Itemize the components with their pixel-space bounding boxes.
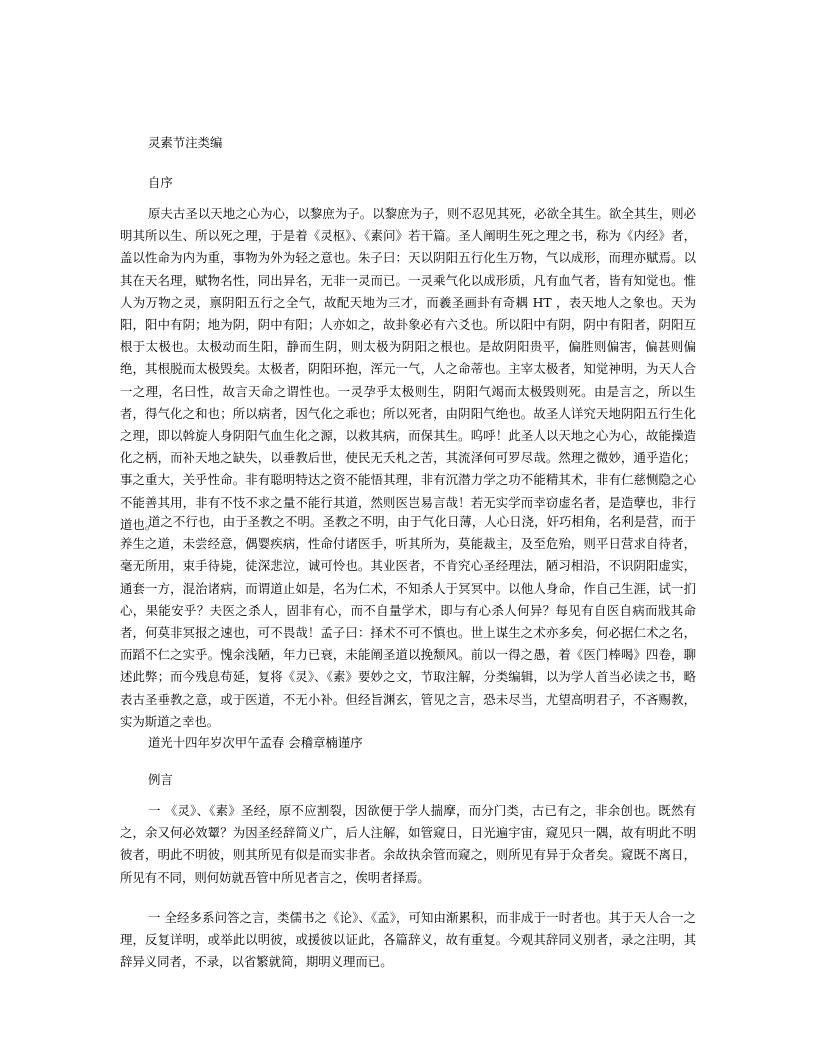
- preface-heading: 自序: [148, 175, 173, 190]
- document-page: [120, 0, 696, 1056]
- preface-paragraph-1: 原夫古圣以天地之心为心，以黎庶为子。以黎庶为子，则不忍见其死，必欲全其生。欲全其生，则必明其所以生、所以死之理，于是着《灵枢》、《素问》若干篇。圣人阐明生死之理之书，称为《内经》者，盖以性命为内为重，事物为外为轻之意也。朱子曰：天以阴阳五行化生万物，气以成形，而理亦赋焉。以其在天名理，赋物名性，同出异名，无非一灵而已。一灵乘气化以成形质，凡有血气者，皆有知觉也。惟人为万物之灵，禀阴阳五行之全气，故配天地为三才，而羲圣画卦有奇耦 HT ，表天地人之象也。天为阳，阳中有阴；地为阴，阴中有阳；人亦如之，故卦象必有六爻也。所以阳中有阴，阴中有阳者，阴阳互根于太极也。太极动而生阳，静而生阴，则太极为阴阳之根也。是故阴阳贵平，偏胜则偏害，偏甚则偏绝，其根脱而太极毁矣。太极者，阴阳环抱，浑元一气，人之命蒂也。主宰太极者，知觉神明，为天人合一之理，名曰性，故言天命之谓性也。一灵孕乎太极则生，阴阳气竭而太极毁则死。由是言之，所以生者，得气化之和也；所以病者，因气化之乖也；所以死者，由阴阳气绝也。故圣人详究天地阴阳五行生化之理，即以斡旋人身阴阳气血生化之源，以救其病，而保其生。呜呼！此圣人以天地之心为心，故能操造化之柄，而补天地之缺失，以垂教后世，使民无夭札之苦，其流泽何可罗尽哉。然理之微妙，通乎造化；事之重大，关乎性命。非有聪明特达之资不能悟其理，非有沉潜力学之功不能精其术，非有仁慈恻隐之心不能善其用，非有不忮不求之量不能行其道，然则医岂易言哉！若无实学而幸窃虚名者，是造孽也，非行道也。: [120, 206, 696, 532]
- preface-signature: 道光十四年岁次甲午孟春 会稽章楠谨序: [148, 735, 363, 750]
- preface-paragraph-2: 道之不行也，由于圣教之不明。圣教之不明，由于气化日薄，人心日浇，奸巧相角，名利是营，而于养生之道，未尝经意，偶婴疾病，性命付诸医手，听其所为，莫能裁主，及至危殆，则平日营求自待者，毫无所用，束手待毙，徒深悲泣，诚可怜也。其业医者，不肯究心圣经理法，陋习相沿，不识阴阳虚实，通套一方，混治诸病，而谓道止如是，名为仁术，不知杀人于冥冥中。以他人身命，作自己生涯，试一扪心，果能安乎？夫医之杀人，固非有心，而不自量学术，即与有心杀人何异？每见有自医自病而戕其命者，何莫非冥报之速也，可不畏哉！孟子曰：择术不可不慎也。世上谋生之术亦多矣，何必据仁术之名，而蹈不仁之实乎。愧余浅陋，年力已衰，未能阐圣道以挽颓风。前以一得之愚，着《医门棒喝》四卷，聊述此弊；而今残息苟延，复将《灵》、《素》要妙之文，节取注解，分类编辑，以为学人首当必读之书，略表古圣垂教之意，或于医道，不无小补。但经旨渊玄，管见之言，恐未尽当，尤望高明君子，不吝赐教，实为斯道之幸也。: [120, 514, 696, 729]
- note-paragraph-1: 一 《灵》、《素》圣经，原不应割裂，因欲便于学人揣摩，而分门类，古已有之，非余创也。既然有之，余又何必效颦？为因圣经辞简义广，后人注解，如管窥日，日光遍宇宙，窥见只一隅，故有明此不明彼者，明此不明彼，则其所见有似是而实非者。余故执余管而窥之，则所见有异于众者矣。窥既不离日，所见有不同，则何妨就吾管中所见者言之，俟明者择焉。: [120, 803, 696, 885]
- note-paragraph-2: 一 全经多系问答之言，类儒书之《论》、《孟》，可知由渐累积，而非成于一时者也。其于天人合一之理，反复详明，或举此以明彼，或援彼以证此，各篇辞义，故有重复。今观其辞同义别者，录之注明，其辞异义同者，不录，以省繁就简，期明义理而已。: [120, 910, 696, 970]
- notes-heading: 例言: [148, 772, 173, 787]
- book-title: 灵素节注类编: [148, 135, 223, 150]
